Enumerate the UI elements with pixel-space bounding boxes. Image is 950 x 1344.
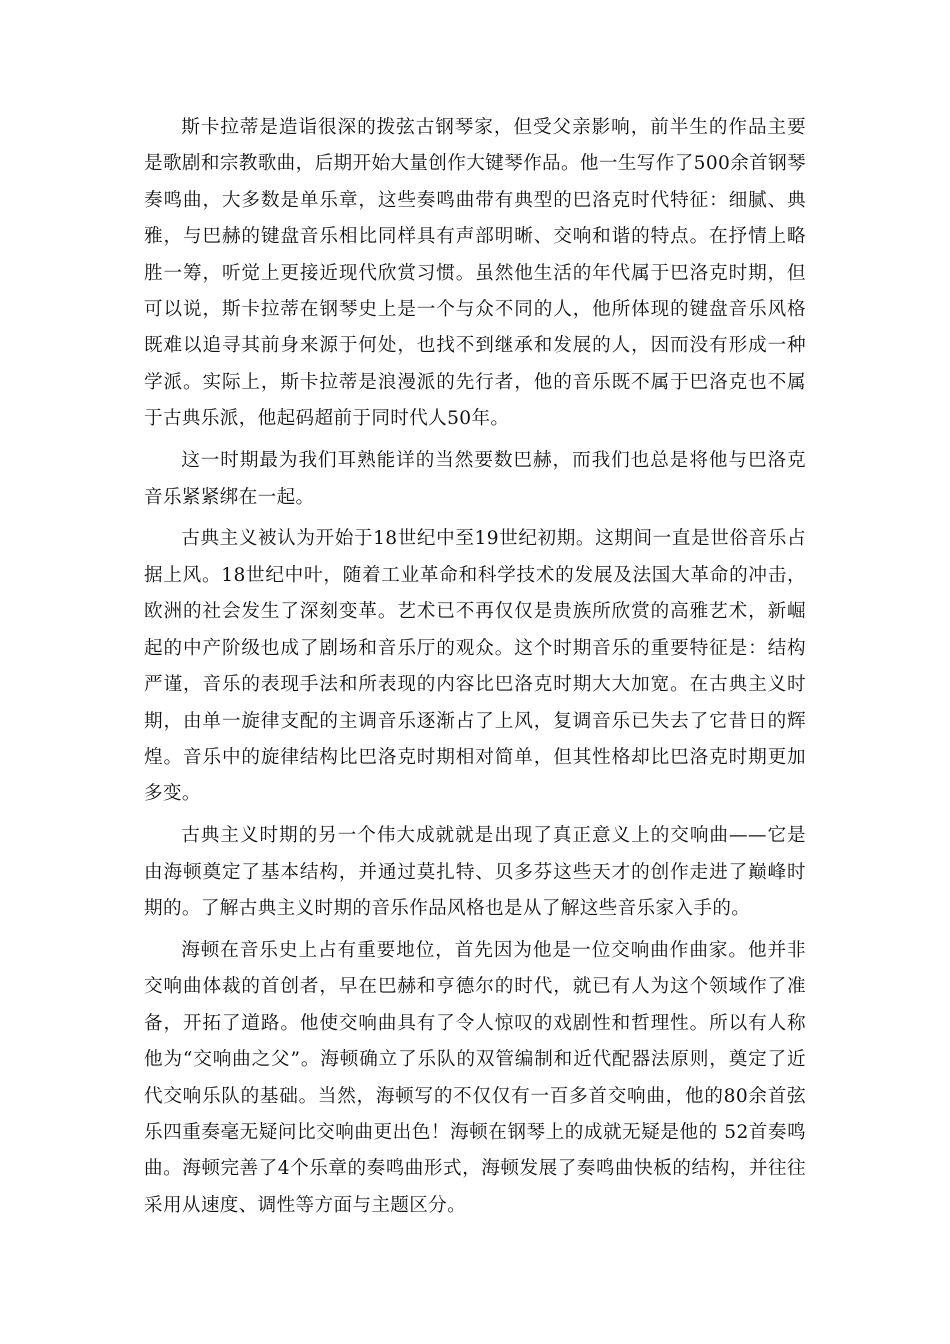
paragraph-classicism: 古典主义被认为开始于18世纪中至19世纪初期。这期间一直是世俗音乐占据上风。18世纪中叶，随着工业革命和科学技术的发展及法国大革命的冲击，欧洲的社会发生了深刻变革。艺术已不再仅仅是贵族所欣赏的高雅艺术，新崛起的中产阶级也成了剧场和音乐厅的观众。这个时期音乐的重要特征是：结构严谨，音乐的表现手法和所表现的内容比巴洛克时期大大加宽。在古典主义时期，由单一旋律支配的主调音乐逐渐占了上风，复调音乐已失去了它昔日的辉煌。音乐中的旋律结构比巴洛克时期相对简单，但其性格却比巴洛克时期更加多变。 [144, 528, 806, 805]
document-body [144, 110, 806, 1224]
paragraph-scarlatti: 斯卡拉蒂是造诣很深的拨弦古钢琴家，但受父亲影响，前半生的作品主要是歌剧和宗教歌曲，后期开始大量创作大键琴作品。他一生写作了500余首钢琴奏鸣曲，大多数是单乐章，这些奏鸣曲带有典型的巴洛克时代特征：细腻、典雅，与巴赫的键盘音乐相比同样具有声部明晰、交响和谐的特点。在抒情上略胜一筹，听觉上更接近现代欣赏习惯。虽然他生活的年代属于巴洛克时期，但可以说，斯卡拉蒂在钢琴史上是一个与众不同的人，他所体现的键盘音乐风格既难以追寻其前身来源于何处，也找不到继承和发展的人，因而没有形成一种学派。实际上，斯卡拉蒂是浪漫派的先行者，他的音乐既不属于巴洛克也不属于古典乐派，他起码超前于同时代人50年。 [144, 117, 806, 430]
paragraph-bach: 这一时期最为我们耳熟能详的当然要数巴赫，而我们也总是将他与巴洛克音乐紧紧绑在一起。 [144, 450, 806, 508]
paragraph-haydn: 海顿在音乐史上占有重要地位，首先因为他是一位交响曲作曲家。他并非交响曲体裁的首创者，早在巴赫和亨德尔的时代，就已有人为这个领域作了准备，开拓了道路。他使交响曲具有了令人惊叹的戏剧性和哲理性。所以有人称他为“交响曲之父”。海顿确立了乐队的双管编制和近代配器法原则，奠定了近代交响乐队的基础。当然，海顿写的不仅仅有一百多首交响曲，他的80余首弦乐四重奏毫无疑问比交响曲更出色！海顿在钢琴上的成就无疑是他的 52首奏鸣曲。海顿完善了4个乐章的奏鸣曲形式，海顿发展了奏鸣曲快板的结构，并往往采用从速度、调性等方面与主题区分。 [144, 939, 806, 1216]
paragraph-symphony: 古典主义时期的另一个伟大成就就是出现了真正意义上的交响曲——它是由海顿奠定了基本结构，并通过莫扎特、贝多芬这些天才的创作走进了巅峰时期的。了解古典主义时期的音乐作品风格也是从了解这些音乐家入手的。 [144, 825, 806, 920]
